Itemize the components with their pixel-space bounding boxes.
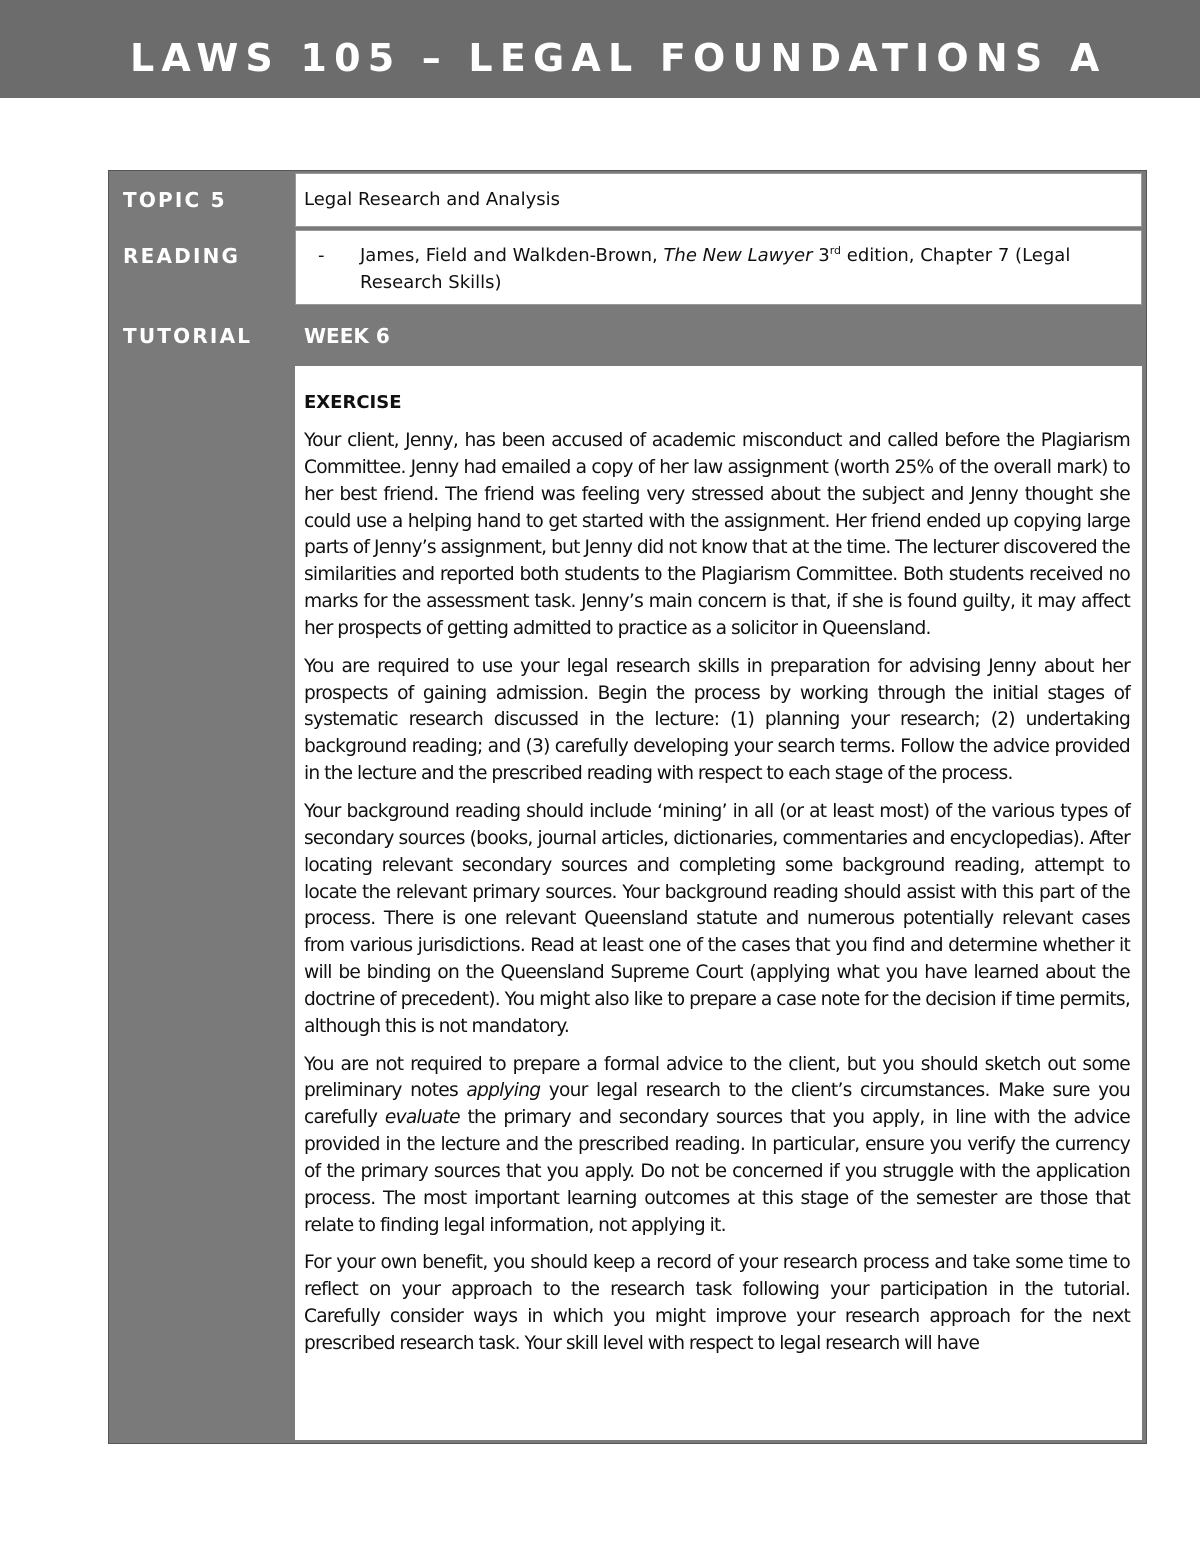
- reading-label: READING: [123, 244, 241, 268]
- reading-book-title: The New Lawyer: [663, 245, 813, 266]
- reading-rest: edition, Chapter 7 (Legal: [846, 245, 1071, 266]
- reading-edition: 3: [818, 245, 830, 266]
- reading-authors: James, Field and Walkden-Brown,: [360, 245, 658, 266]
- topic-cell: [295, 173, 1142, 227]
- reading-edition-suffix: rd: [829, 244, 842, 257]
- week-heading: WEEK 6: [304, 324, 390, 348]
- topic-label: TOPIC 5: [123, 188, 227, 212]
- para4-text-a: You are not required to prepare a formal advice to the client, but you should sketch out some preliminary notes: [304, 1053, 1130, 1102]
- reading-bullet: -: [318, 245, 325, 266]
- tutorial-label: TUTORIAL: [123, 324, 253, 348]
- para4-emphasis-evaluate: evaluate: [384, 1107, 460, 1129]
- exercise-paragraph-4: [304, 1052, 1130, 1240]
- exercise-paragraph-5: For your own benefit, you should keep a record of your research process and take some time to reflect on your approach to the research task following your participation in the tutorial. Carefully consider ways in which you might improve your research approach for the next prescribed research task. Your skill level with respect to legal research will have: [304, 1252, 1130, 1354]
- course-title: LAWS 105 – LEGAL FOUNDATIONS A: [130, 36, 1107, 80]
- exercise-cell: [295, 366, 1142, 1440]
- exercise-heading: EXERCISE: [304, 392, 402, 413]
- exercise-content: [304, 390, 1130, 1369]
- topic-value: Legal Research and Analysis: [304, 189, 560, 210]
- exercise-paragraph-2: You are required to use your legal research skills in preparation for advising Jenny about her prospects of gaining admission. Begin the process by working through the initial stages of systematic research discussed in the lecture: (1) planning your research; (2) undertaking background reading; and (3) carefully developing your search terms. Follow the advice provided in the lecture and the prescribed reading with respect to each stage of the process.: [304, 655, 1130, 785]
- para4-text-e: the primary and secondary sources that you apply, in line with the advice provided in the lecture and the prescribed reading. In particular, ensure you verify the currency of the primary sources that you apply. Do not be concerned if you struggle with the application process. The most important learning outcomes at this stage of the semester are those that relate to finding legal information, not applying it.: [304, 1107, 1130, 1236]
- exercise-paragraph-3: Your background reading should include ‘mining’ in all (or at least most) of the various types of secondary sources (books, journal articles, dictionaries, commentaries and encyclopedias). After locating relevant secondary sources and completing some background reading, attempt to locate the relevant primary sources. Your background reading should assist with this part of the process. There is one relevant Queensland statute and numerous potentially relevant cases from various jurisdictions. Read at least one of the cases that you find and determine whether it will be binding on the Queensland Supreme Court (applying what you have learned about the doctrine of precedent). You might also like to prepare a case note for the decision if time permits, although this is not mandatory.: [304, 800, 1130, 1037]
- reading-line-1: [360, 243, 1070, 269]
- header-banner: [0, 0, 1200, 98]
- para4-text-c: your legal research to the client’s circumstances. Make sure you carefully: [304, 1080, 1131, 1129]
- exercise-paragraph-1: Your client, Jenny, has been accused of academic misconduct and called before the Plagiarism Committee. Jenny had emailed a copy of her law assignment (worth 25% of the overall mark) to her best friend. The friend was feeling very stressed about the subject and Jenny thought she could use a helping hand to get started with the assignment. Her friend ended up copying large parts of Jenny’s assignment, but Jenny did not know that at the time. The lecturer discovered the similarities and reported both students to the Plagiarism Committee. Both students received no marks for the assessment task. Jenny’s main concern is that, if she is found guilty, it may affect her prospects of getting admitted to practice as a solicitor in Queensland.: [304, 430, 1130, 639]
- reading-cell: [295, 230, 1142, 305]
- reading-line-2: Research Skills): [360, 272, 502, 293]
- para4-emphasis-applying: applying: [466, 1080, 541, 1102]
